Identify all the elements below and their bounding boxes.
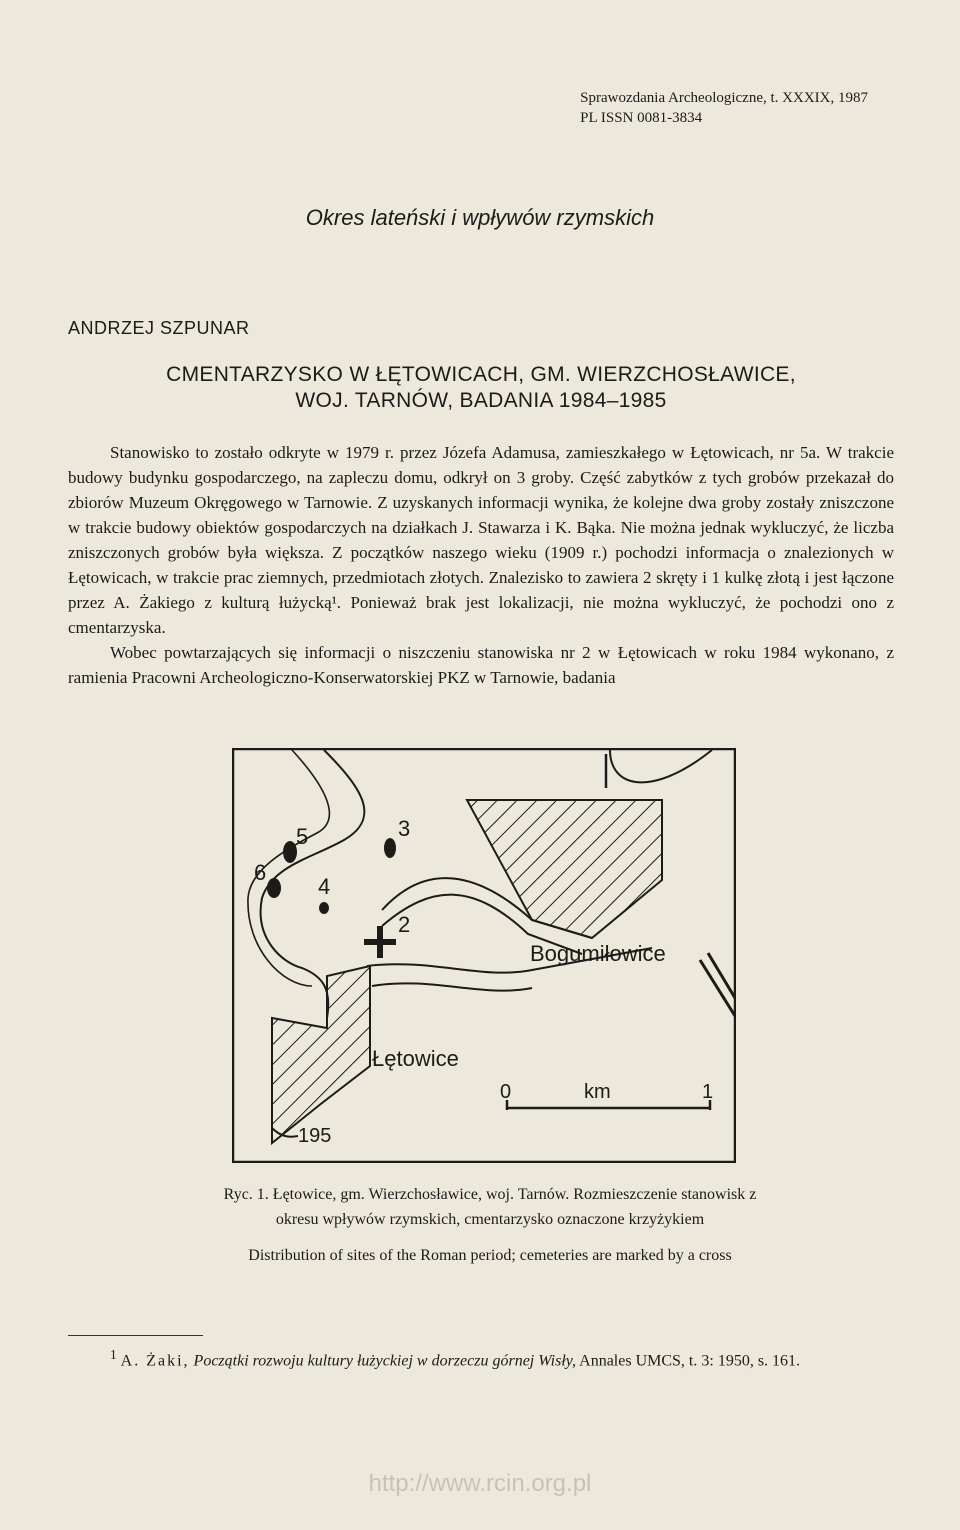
caption-polish: Ryc. 1. Łętowice, gm. Wierzchosławice, woj. Tarnów. Rozmieszczenie stanowisk z okresu wpływów rzymskich, cmentarzysko oznaczone krzyżykiem xyxy=(223,1186,757,1228)
site-label: 4 xyxy=(318,874,331,899)
scale-end-label: 1 xyxy=(702,1081,714,1103)
site-map-figure xyxy=(232,748,736,1163)
footnote-number: 1 xyxy=(110,1347,117,1362)
site-3-marker xyxy=(384,838,396,858)
paragraph-2: Wobec powtarzających się informacji o niszczeniu stanowiska nr 2 w Łętowicach w roku 1984 wykonano, z ramienia Pracowni Archeologiczno-Konserwatorskiej PKZ w Tarnowie, badania xyxy=(68,643,894,687)
journal-issn: PL ISSN 0081-3834 xyxy=(580,110,703,126)
journal-header xyxy=(580,88,868,128)
watermark-url: http://www.rcin.org.pl xyxy=(368,1470,592,1497)
article-title xyxy=(68,362,894,414)
road-line xyxy=(708,953,735,998)
author-name: ANDRZEJ SZPUNAR xyxy=(68,318,250,338)
site-2-cross-icon xyxy=(364,926,396,958)
figure-caption xyxy=(220,1182,760,1268)
site-label: 3 xyxy=(398,816,411,841)
article-title-line2: WOJ. TARNÓW, BADANIA 1984–1985 xyxy=(295,389,667,412)
site-label: 5 xyxy=(296,824,309,849)
road-line xyxy=(372,983,532,990)
footnote-source: Annales UMCS, t. 3: 1950, s. 161. xyxy=(579,1352,801,1370)
site-label: 2 xyxy=(398,912,411,937)
settlement-area-north xyxy=(467,800,662,938)
scale-unit-label: km xyxy=(584,1081,611,1103)
journal-citation: Sprawozdania Archeologiczne, t. XXXIX, 1987 xyxy=(580,90,868,106)
scale-start-label: 0 xyxy=(500,1081,512,1103)
settlement-area-south xyxy=(272,966,370,1143)
article-body xyxy=(68,440,894,690)
site-6-marker xyxy=(267,878,281,898)
footnote-title: Początki rozwoju kultury łużyckiej w dorzeczu górnej Wisły, xyxy=(193,1352,577,1370)
footnote xyxy=(68,1343,894,1373)
road-line xyxy=(610,750,712,782)
site-map xyxy=(232,748,736,1163)
caption-english: Distribution of sites of the Roman period; cemeteries are marked by a cross xyxy=(248,1247,732,1264)
site-5-marker xyxy=(283,841,297,863)
footnote-divider xyxy=(68,1335,203,1336)
section-title: Okres lateński i wpływów rzymskich xyxy=(305,205,655,230)
footnote-author: A. Żaki, xyxy=(120,1352,190,1370)
village-label: Łętowice xyxy=(372,1046,459,1071)
article-title-line1: CMENTARZYSKO W ŁĘTOWICACH, GM. WIERZCHOSŁAWICE, xyxy=(166,363,796,386)
village-label: Bogumiłowice xyxy=(530,941,666,966)
elevation-label: 195 xyxy=(298,1125,332,1147)
paragraph-1: Stanowisko to zostało odkryte w 1979 r. przez Józefa Adamusa, zamieszkałego w Łętowicach, nr 5a. W trakcie budowy budynku gospodarczego, na zapleczu domu, odkrył on 3 groby. Część zabytków z tych grobów przekazał do zbiorów Muzeum Okręgowego w Tarnowie. Z uzyskanych informacji wynika, że kolejne dwa groby zostały zniszczone w trakcie budowy obiektów gospodarczych na działkach J. Stawarza i K. Bąka. Nie można jednak wykluczyć, że liczba zniszczonych grobów była większa. Z początków naszego wieku (1909 r.) pochodzi informacja o znalezionych w Łętowicach, w trakcie prac ziemnych, przedmiotach złotych. Znalezisko to zawiera 2 skręty i 1 kulkę złotą i jest łączone przez A. Żakiego z kulturą łużycką¹. Ponieważ brak jest lokalizacji, nie można wykluczyć, że pochodzi ono z cmentarzyska. xyxy=(68,443,894,637)
site-label: 6 xyxy=(254,860,267,885)
site-4-marker xyxy=(319,902,329,914)
